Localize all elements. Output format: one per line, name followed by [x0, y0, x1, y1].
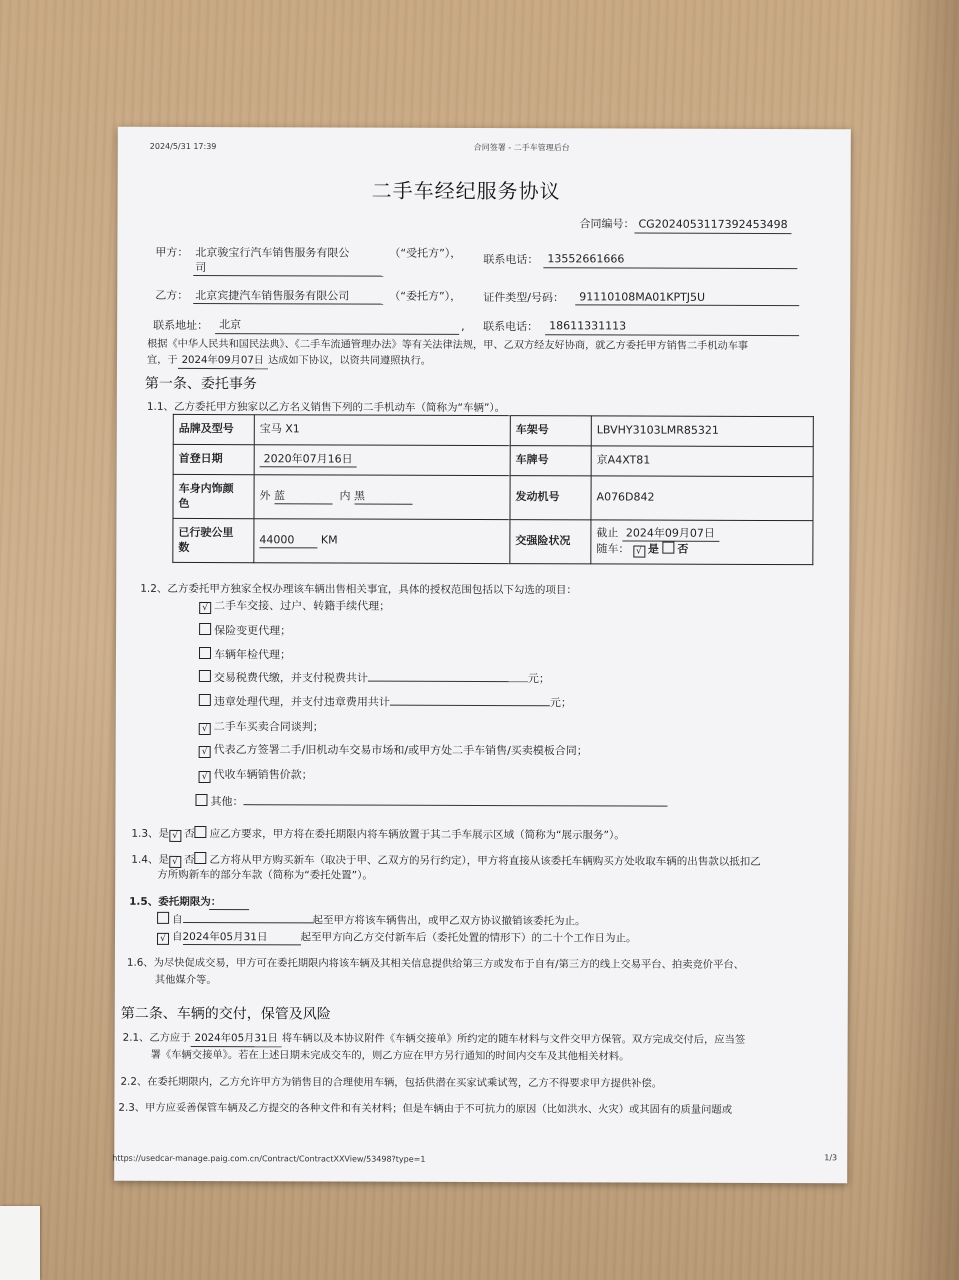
mileage-value: 44000 — [259, 533, 317, 549]
term-start-date: 2024年05月31日 — [182, 930, 300, 946]
vehicle-table — [172, 414, 814, 565]
mileage-unit: KM — [320, 533, 338, 547]
vin-label: 车架号 — [510, 416, 591, 446]
plate-value: 京A4XT81 — [591, 446, 813, 477]
party-a-phone-label: 联系电话： — [483, 253, 539, 267]
option-inspection[interactable]: 车辆年检代理； — [199, 647, 291, 663]
option-transfer[interactable]: √ 二手车交接、过户、转籍手续代理； — [199, 599, 390, 615]
new-car-yes-checkbox[interactable]: √ — [169, 856, 181, 868]
with-car-yes-checkbox[interactable]: √ — [633, 546, 645, 558]
contract-number-label: 合同编号： — [579, 217, 635, 231]
clause-2-3: 2.3、甲方应妥善保管车辆及乙方提交的各种文件和有关材料；但是车辆由于不可抗力的原因（比如洪水、火灾）或其固有的质量问题或 — [118, 1101, 733, 1116]
print-datetime: 2024/5/31 17:39 — [149, 141, 217, 152]
color-cell: 外 蓝 内 黑 — [254, 475, 510, 520]
with-car-no-checkbox[interactable] — [662, 542, 674, 554]
insurance-cell: 截止 2024年09月07日 随车： √ 是 否 — [591, 520, 813, 565]
clause-1-3: 1.3、是 √ 否 应乙方要求，甲方将在委托期限内将车辆放置于其二手车展示区域（简称为“展示服务”）。 — [131, 827, 625, 842]
option-negotiation[interactable]: √ 二手车买卖合同谈判； — [199, 720, 324, 735]
insurance-label: 交强险状况 — [510, 520, 591, 564]
party-b-id-label: 证件类型/号码： — [483, 291, 564, 305]
party-a-label: 甲方： — [155, 245, 189, 259]
delivery-date: 2024年05月31日 — [191, 1032, 282, 1047]
term-option-a[interactable]: 自 起至甲方将该车辆售出，或甲乙双方协议撤销该委托为止。 — [157, 912, 586, 929]
clause-1-4-line2: 方所购新车的部分车款（简称为“委托处置”）。 — [157, 868, 373, 882]
page-title: 二手车经纪服务协议 — [371, 178, 561, 204]
outer-color: 蓝 — [274, 489, 332, 505]
term-option-b[interactable]: √ 自2024年05月31日 起至甲方向乙方交付新车后（委托处置的情形下）的二十个工作日为止。 — [157, 930, 637, 947]
contract-number-value: CG2024053117392453498 — [634, 218, 791, 234]
reg-date-cell — [254, 445, 510, 476]
clause-2-2: 2.2、在委托期限内，乙方允许甲方为销售目的合理使用车辆，包括供潜在买家试乘试驾，乙方不得要求甲方提供补偿。 — [120, 1075, 663, 1090]
article2-heading: 第二条、车辆的交付，保管及风险 — [120, 1005, 331, 1023]
party-b-name: 北京宾捷汽车销售服务有限公司 — [195, 288, 350, 303]
clause-2-1: 2.1、乙方应于 2024年05月31日 将车辆以及本协议附件《车辆交接单》所约定的随车材料与文件交甲方保管。双方完成交付后，应当签 — [122, 1031, 746, 1046]
party-a-name-line2: 司 — [195, 260, 207, 275]
brand-value: 宝马 X1 — [254, 415, 510, 446]
party-b-id-number: 91110108MA01KPTJ5U — [579, 290, 706, 304]
mileage-cell — [254, 519, 510, 564]
contract-page: 2024/5/31 17:39 合同签署 - 二手车管理后台 二手车经纪服务协议 合同编号： CG2024053117392453498 甲方： 北京骏宝行汽车销售服务有限公 司 （“受托方”）， 联系电话： 13552661666 乙方： 北京宾捷汽车销售服务有限公司 （“委托方”）， 证件类型/号码： 91110108MA01KPTJ5U 联系地址： 北京 , 联系电话： 18611331113 根据《中华人民共和国民法典》、《二手车流通管理办法》等有关法律法规，甲、乙双方经友好协商，就乙方委托甲方销售二手机动车事 宜，于 2024年09月07日 达成如下协议，以资共同遵照执行。 第一条、委托事务 1.1、乙方委托甲方独家以乙方名义销售下列的二手机动车（简称为“车辆”）。 品牌及型号 宝马 X1 车架号 LBVHY3103LMR85321 首登日期 2020年07月16日 车牌号 京A4XT81 车身内饰颜 色 外 蓝 内 黑 发动机号 A076D842 已行驶公里 数 44000 KM 交强险状况 截止 2024年09月07日 随车： √ 是 否 1.2、乙方委托甲方独家全权办理该车辆出售相关事宜，具体的授权范围包括以下勾选的项目： √ 二手车交接、过户、转籍手续代理； 保险变更代理； 车辆年检代理； 交易税费代缴，并支付税费共计 元； 违章处理代理，并支付违章费用共计 元； √ 二手车买卖合同谈判； √ 代表乙方签署二手/旧机动车交易市场和/或甲方处二手车销售/买卖模板合同； √ 代收车辆销售价款； 其他： 1.3、是 √ 否 应乙方要求，甲方将在委托期限内将车辆放置于其二手车展示区域（简称为“展示服务”）。 1.4、是 √ 否 乙方将从甲方购买新车（取决于甲、乙双方的另行约定），甲方将直接从该委托车辆购买方处收取车辆的出售款以抵扣乙 方所购新车的部分车款（简称为“委托处置”）。 1.5、委托期限为： 自 起至甲方将该车辆售出，或甲乙双方协议撤销该委托为止。 √ 自2024年05月31日 起至甲方向乙方交付新车后（委托处置的情形下）的二十个工作日为止。 1.6、为尽快促成交易，甲方可在委托期限内将该车辆及其相关信息提供给第三方或发布于自有/第三方的线上交易平台、拍卖竞价平台、 其他媒介等。 第二条、车辆的交付，保管及风险 2.1、乙方应于 2024年05月31日 将车辆以及本协议附件《车辆交接单》所约定的随车材料与文件交甲方保管。双方完成交付后，应当签 署《车辆交接单》。若在上述日期未完成交车的，则乙方应在甲方另行通知的时间内交车及其他相关材料。 2.2、在委托期限内，乙方允许甲方为销售目的合理使用车辆，包括供潜在买家试乘试驾，乙方不得要求甲方提供补偿。 2.3、甲方应妥善保管车辆及乙方提交的各种文件和有关材料；但是车辆由于不可抗力的原因（比如洪水、火灾）或其固有的质量问题或 https://usedcar-manage.paig.com.cn/Contract/ContractXXView/53498?type=1 1/3 — [114, 127, 851, 1184]
party-b-phone: 18611331113 — [549, 319, 627, 333]
party-b-phone-label: 联系电话： — [483, 320, 539, 334]
contract-number — [579, 217, 791, 234]
clause-1-4: 1.4、是 √ 否 乙方将从甲方购买新车（取决于甲、乙双方的另行约定），甲方将直接从该委托车辆购买方处收取车辆的出售款以抵扣乙 — [131, 853, 761, 868]
vin-value: LBVHY3103LMR85321 — [591, 416, 813, 447]
footer-url: https://usedcar-manage.paig.com.cn/Contract/ContractXXView/53498?type=1 — [112, 1153, 426, 1164]
party-b-address: 北京 — [219, 318, 242, 332]
clause-1-6-line1: 1.6、为尽快促成交易，甲方可在委托期限内将该车辆及其相关信息提供给第三方或发布于自有/第三方的线上交易平台、拍卖竞价平台、 — [126, 956, 745, 971]
article1-heading: 第一条、委托事务 — [144, 375, 257, 393]
option-other[interactable]: 其他： — [195, 794, 667, 811]
engine-value: A076D842 — [591, 476, 813, 521]
reg-date-label: 首登日期 — [173, 444, 254, 474]
brand-label: 品牌及型号 — [173, 414, 254, 444]
option-tax[interactable]: 交易税费代缴，并支付税费共计 元； — [199, 670, 550, 687]
clause-2-1-line2: 署《车辆交接单》。若在上述日期未完成交车的，则乙方应在甲方另行通知的时间内交车及其他相关材料。 — [150, 1048, 630, 1063]
clause-1-1: 1.1、乙方委托甲方独家以乙方名义销售下列的二手机动车（简称为“车辆”）。 — [146, 400, 506, 415]
print-system: 合同签署 - 二手车管理后台 — [473, 142, 570, 153]
insurance-until: 2024年09月07日 — [622, 526, 719, 542]
desk-edge — [889, 0, 959, 1280]
display-yes-checkbox[interactable]: √ — [169, 830, 181, 842]
party-a-name-line1: 北京骏宝行汽车销售服务有限公 — [195, 245, 350, 260]
new-car-no-checkbox[interactable] — [194, 852, 206, 864]
clause-1-6-line2: 其他媒介等。 — [154, 973, 217, 987]
reg-date-value: 2020年07月16日 — [260, 452, 357, 468]
option-collect-payment[interactable]: √ 代收车辆销售价款； — [199, 768, 313, 783]
clause-1-5-heading: 1.5、委托期限为： — [129, 895, 222, 909]
option-sign-contract[interactable]: √ 代表乙方签署二手/旧机动车交易市场和/或甲方处二手车销售/买卖模板合同； — [199, 743, 588, 759]
plate-label: 车牌号 — [510, 446, 591, 476]
footer-page-number: 1/3 — [824, 1153, 838, 1163]
party-b-role: （“委托方”）， — [389, 289, 462, 303]
display-no-checkbox[interactable] — [195, 826, 207, 838]
mileage-label: 已行驶公里 数 — [173, 518, 254, 562]
party-b-label: 乙方： — [155, 288, 189, 302]
paper-scrap — [0, 1206, 40, 1280]
inner-color: 黑 — [354, 489, 412, 505]
color-label: 车身内饰颜 色 — [173, 474, 254, 518]
party-a-phone: 13552661666 — [547, 252, 625, 266]
engine-label: 发动机号 — [510, 476, 591, 520]
intro-line1: 根据《中华人民共和国民法典》、《二手车流通管理办法》等有关法律法规，甲、乙双方经友好协商，就乙方委托甲方销售二手机动车事 — [147, 338, 749, 352]
option-violation[interactable]: 违章处理代理，并支付违章费用共计 元； — [199, 694, 572, 711]
option-insurance[interactable]: 保险变更代理； — [199, 623, 291, 639]
party-a-role: （“受托方”）， — [389, 246, 462, 260]
party-b-address-label: 联系地址： — [153, 318, 209, 333]
clause-1-2: 1.2、乙方委托甲方独家全权办理该车辆出售相关事宜，具体的授权范围包括以下勾选的项目： — [140, 582, 577, 597]
intro-line2: 宜，于 2024年09月07日 达成如下协议，以资共同遵照执行。 — [147, 354, 431, 370]
intro-date: 2024年09月07日 — [178, 354, 268, 369]
